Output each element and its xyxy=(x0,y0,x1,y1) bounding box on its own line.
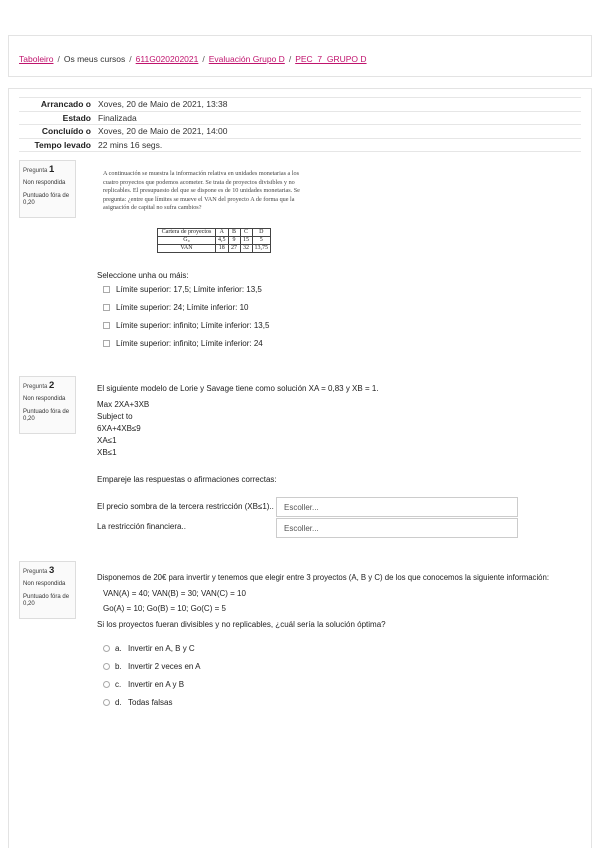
match-select-2[interactable]: Escoller... xyxy=(276,518,518,538)
radio-button[interactable] xyxy=(103,645,110,652)
model-line: Max 2XA+3XB xyxy=(97,400,150,409)
attempt-summary-table xyxy=(19,97,581,152)
checkbox[interactable] xyxy=(103,322,110,329)
question-state: Non respondida xyxy=(23,396,66,403)
question-2-info: Pregunta 2 Non respondida Puntuado fóra de 0,20 xyxy=(19,376,76,434)
model-line: XA≤1 xyxy=(97,436,117,445)
breadcrumb: Taboleiro / Os meus cursos / 611G020202021 / Evaluación Grupo D / PEC_7_GRUPO D xyxy=(19,54,367,64)
question-1-prompt: Seleccione unha ou máis: xyxy=(97,271,189,280)
question-2-prompt: Empareje las respuestas o afirmaciones correctas: xyxy=(97,475,277,484)
question-state: Non respondida xyxy=(23,180,66,187)
question-3-text: Si los proyectos fueran divisibles y no replicables, ¿cuál sería la solución óptima? xyxy=(97,620,386,629)
table-row: Cartera de proyectos A B C D xyxy=(158,229,271,237)
model-line: XB≤1 xyxy=(97,448,117,457)
checkbox[interactable] xyxy=(103,304,110,311)
checkbox[interactable] xyxy=(103,340,110,347)
go-line: Go(A) = 10; Go(B) = 10; Go(C) = 5 xyxy=(103,604,226,613)
question-number: 1 xyxy=(49,164,55,175)
match-label-1: El precio sombra de la tercera restricción (XB≤1).. xyxy=(97,502,274,511)
question-grade: Puntuado fóra de 0,20 xyxy=(23,593,70,607)
question-number: 2 xyxy=(49,380,55,391)
radio-button[interactable] xyxy=(103,699,110,706)
radio-button[interactable] xyxy=(103,681,110,688)
question-3-intro: Disponemos de 20€ para invertir y tenemos que elegir entre 3 proyectos (A, B y C) de los que conocemos la siguiente información: xyxy=(97,573,550,582)
breadcrumb-dashboard-link[interactable]: Taboleiro xyxy=(19,54,54,64)
question-2-intro: El siguiente modelo de Lorie y Savage tiene como solución XA = 0,83 y XB = 1. xyxy=(97,384,379,393)
question-1-scanned-text: A continuación se muestra la información relativa en unidades monetarias a los cuatro proyectos que podemos acometer. Se trata de proyectos divisibles y no replicables. El presupuesto del que se dispone es de 10 unidades monetarias. Se pregunta: ¿entre que límites se mueve el VAN del proyecto A de forma que la asignación de capital no sufra cambios? xyxy=(103,170,300,211)
breadcrumb-course-link[interactable]: 611G020202021 xyxy=(135,54,199,64)
table-row: VAN 18 27 32 13,75 xyxy=(158,245,271,253)
radio-button[interactable] xyxy=(103,663,110,670)
match-select-1[interactable]: Escoller... xyxy=(276,497,518,517)
table-row: G₀ 4,5 9 15 5 xyxy=(158,237,271,245)
summary-row-started: Arrancado o Xoves, 20 de Maio de 2021, 13:38 xyxy=(19,98,581,112)
match-label-2: La restricción financiera.. xyxy=(97,522,186,531)
breadcrumb-section-link[interactable]: Evaluación Grupo D xyxy=(208,54,285,64)
question-grade: Puntuado fóra de 0,20 xyxy=(23,408,70,422)
question-1-info: Pregunta 1 Non respondida Puntuado fóra de 0,20 xyxy=(19,160,76,218)
breadcrumb-my-courses: Os meus cursos xyxy=(63,54,126,64)
question-number: 3 xyxy=(49,565,55,576)
model-line: 6XA+4XB≤9 xyxy=(97,424,141,433)
model-line: Subject to xyxy=(97,412,133,421)
breadcrumb-quiz-link[interactable]: PEC_7_GRUPO D xyxy=(295,54,367,64)
projects-table xyxy=(157,228,271,253)
question-state: Non respondida xyxy=(23,581,66,588)
question-3-info: Pregunta 3 Non respondida Puntuado fóra de 0,20 xyxy=(19,561,76,619)
van-line: VAN(A) = 40; VAN(B) = 30; VAN(C) = 10 xyxy=(103,589,246,598)
summary-row-time: Tempo levado 22 mins 16 segs. xyxy=(19,138,581,152)
question-grade: Puntuado fóra de 0,20 xyxy=(23,192,70,206)
summary-row-state: Estado Finalizada xyxy=(19,111,581,125)
summary-row-completed: Concluído o Xoves, 20 de Maio de 2021, 14:00 xyxy=(19,125,581,139)
checkbox[interactable] xyxy=(103,286,110,293)
